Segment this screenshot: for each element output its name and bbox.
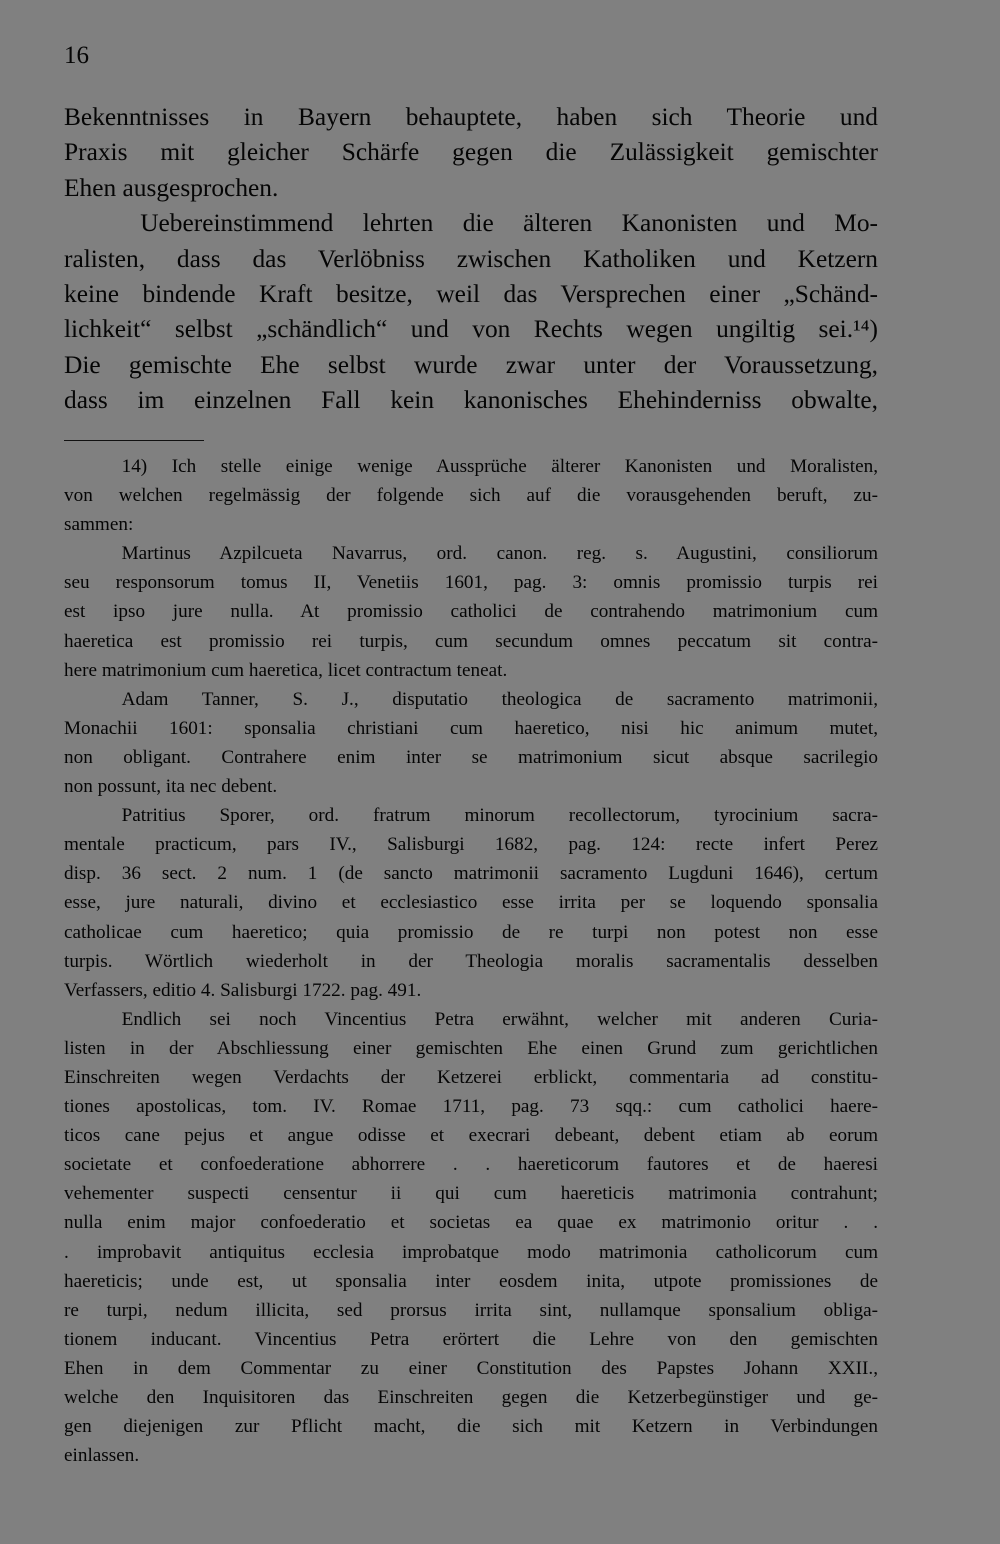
footnote-line: vehementer suspecti censentur ii qui cum haereticis matrimonia contrahunt; xyxy=(64,1183,878,1205)
body-line: ralisten, dass das Verlöbniss zwischen Katholiken und Ketzern xyxy=(64,244,878,273)
footnote-line: gen diejenigen zur Pflicht macht, die sich mit Ketzern in Verbindungen xyxy=(64,1416,878,1438)
body-line: Die gemischte Ehe selbst wurde zwar unter der Voraussetzung, xyxy=(64,350,878,379)
footnote-line: listen in der Abschliessung einer gemischten Ehe einen Grund zum gerichtlichen xyxy=(64,1037,878,1059)
footnote-line: mentale practicum, pars IV., Salisburgi 1682, pag. 124: recte infert Perez xyxy=(64,834,878,856)
footnote-line: Ehen in dem Commentar zu einer Constitution des Papstes Johann XXII., xyxy=(64,1357,878,1379)
footnote-line: non obligant. Contrahere enim inter se matrimonium sicut absque sacrilegio xyxy=(64,746,878,768)
footnote-line: est ipso jure nulla. At promissio catholici de contrahendo matrimonium cum xyxy=(64,601,878,623)
body-line: Ehen ausgesprochen. xyxy=(64,173,279,202)
page-number: 16 xyxy=(64,42,89,69)
body-line: Bekenntnisses in Bayern behauptete, haben sich Theorie und xyxy=(64,103,878,131)
footnote-line: seu responsorum tomus II, Venetiis 1601, pag. 3: omnis promissio turpis rei xyxy=(64,572,878,594)
footnotes xyxy=(64,452,878,1470)
body-line: Praxis mit gleicher Schärfe gegen die Zulässigkeit gemischter xyxy=(64,138,878,167)
footnote-line: here matrimonium cum haeretica, licet contractum teneat. xyxy=(64,659,508,681)
body-line: keine bindende Kraft besitze, weil das Versprechen einer „Schänd- xyxy=(64,280,878,309)
footnote-line: disp. 36 sect. 2 num. 1 (de sancto matrimonii sacramento Lugduni 1646), certum xyxy=(64,863,878,885)
footnote-line: nulla enim major confoederatio et societas ea quae ex matrimonio oritur . . xyxy=(64,1212,878,1234)
footnote-line: ticos cane pejus et angue odisse et execrari debeant, debent etiam ab eorum xyxy=(64,1125,878,1147)
footnote-line: einlassen. xyxy=(64,1445,140,1467)
footnote-line: esse, jure naturali, divino et ecclesiastico esse irrita per se loquendo sponsalia xyxy=(64,892,878,914)
footnote-line: Monachii 1601: sponsalia christiani cum haeretico, nisi hic animum mutet, xyxy=(64,717,878,739)
footnote-line: 14) Ich stelle einige wenige Aussprüche älterer Kanonisten und Moralisten, xyxy=(121,456,878,477)
footnote-line: catholicae cum haeretico; quia promissio de re turpi non potest non esse xyxy=(64,921,878,943)
footnote-line: turpis. Wörtlich wiederholt in der Theologia moralis sacramentalis desselben xyxy=(64,950,878,972)
footnote-line: Endlich sei noch Vincentius Petra erwähnt, welcher mit anderen Curia- xyxy=(121,1008,878,1030)
footnote-line: Martinus Azpilcueta Navarrus, ord. canon. reg. s. Augustini, consiliorum xyxy=(121,543,878,565)
footnote-separator xyxy=(64,440,204,441)
footnote-line: non possunt, ita nec debent. xyxy=(64,776,278,798)
footnote-line: Verfassers, editio 4. Salisburgi 1722. pag. 491. xyxy=(64,979,422,1001)
footnote-line: tionem inducant. Vincentius Petra erörtert die Lehre von den gemischten xyxy=(64,1328,878,1350)
footnote-line: tiones apostolicas, tom. IV. Romae 1711, pag. 73 sqq.: cum catholici haere- xyxy=(64,1096,878,1118)
body-line: dass im einzelnen Fall kein kanonisches Ehehinderniss obwalte, xyxy=(64,386,878,415)
body-line: Uebereinstimmend lehrten die älteren Kanonisten und Mo- xyxy=(140,209,878,238)
footnote-line: von welchen regelmässig der folgende sich auf die vorausgehenden beruft, zu- xyxy=(64,485,878,507)
body-text xyxy=(64,100,878,419)
footnote-line: re turpi, nedum illicita, sed prorsus irrita sint, nullamque sponsalium obliga- xyxy=(64,1299,878,1321)
footnote-line: Einschreiten wegen Verdachts der Ketzerei erblickt, commentaria ad constitu- xyxy=(64,1066,878,1088)
footnote-line: Adam Tanner, S. J., disputatio theologica de sacramento matrimonii, xyxy=(121,688,878,710)
footnote-line: welche den Inquisitoren das Einschreiten gegen die Ketzerbegünstiger und ge- xyxy=(64,1387,878,1408)
footnote-line: . improbavit antiquitus ecclesia improbatque modo matrimonia catholicorum cum xyxy=(64,1241,878,1263)
body-line: lichkeit“ selbst „schändlich“ und von Rechts wegen ungiltig sei.¹⁴) xyxy=(64,315,878,344)
footnote-line: Patritius Sporer, ord. fratrum minorum recollectorum, tyrocinium sacra- xyxy=(121,805,878,827)
footnote-line: sammen: xyxy=(64,514,134,536)
footnote-line: societate et confoederatione abhorrere . . haereticorum fautores et de haeresi xyxy=(64,1154,878,1176)
footnote-line: haeretica est promissio rei turpis, cum secundum omnes peccatum sit contra- xyxy=(64,630,878,652)
footnote-line: haereticis; unde est, ut sponsalia inter eosdem inita, utpote promissiones de xyxy=(64,1270,878,1292)
